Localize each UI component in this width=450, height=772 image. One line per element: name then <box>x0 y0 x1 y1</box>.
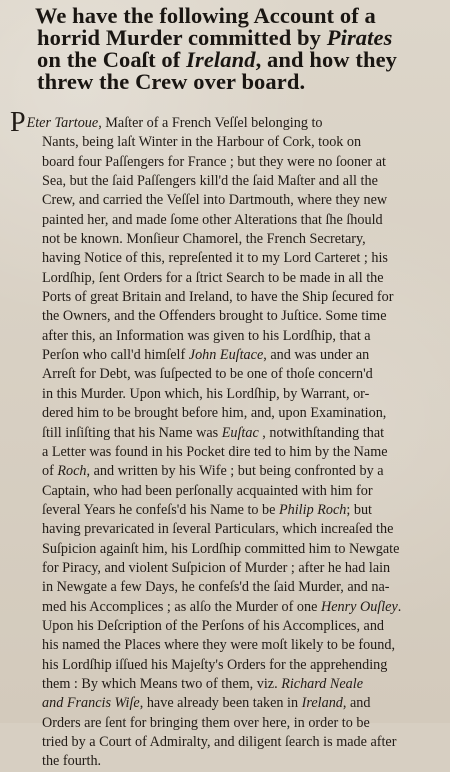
article-italic-text: Philip Roch <box>278 501 347 518</box>
article-line: painted her, and made ſome other Alterations that ſhe ſhould <box>42 211 383 228</box>
article-line <box>10 346 436 365</box>
article-line <box>10 107 436 138</box>
article-line: Captain, who had been perſonally acquainted with him for <box>42 482 373 499</box>
article-line: tried by a Court of Admiralty, and diligent ſearch is made after <box>42 734 397 750</box>
headline-text: on the Coaſt of <box>37 47 181 72</box>
headline-text: , and how they <box>255 47 398 72</box>
article-text: them : By which Means two of them, viz. <box>42 675 278 692</box>
article-body <box>10 107 436 772</box>
article-italic-text: and Francis Wiſe <box>42 695 140 712</box>
article-line <box>10 694 436 713</box>
article-line: for Piracy, and violent Suſpicion of Murder ; after he had lain <box>42 559 391 576</box>
article-text: of <box>42 463 54 480</box>
article-text: med his Accomplices ; as alſo the Murder of one <box>42 598 318 615</box>
article-line <box>10 598 436 617</box>
article-text: . <box>397 598 402 615</box>
article-line: Nants, being laſt Winter in the Harbour of Cork, took on <box>42 134 362 151</box>
article-line: Orders are ſent for bringing them over here, in order to be <box>42 714 370 731</box>
article-line: in this Murder. Upon which, his Lordſhip, by Warrant, or- <box>42 385 370 402</box>
article-line: in Newgate a few Days, he confeſs'd the ſaid Murder, and na- <box>42 579 390 596</box>
headline-line: threw the Crew over board. <box>37 69 306 94</box>
article-text: Perſon who call'd himſelf <box>42 347 186 364</box>
article-line: Ports of great Britain and Ireland, to have the Ship ſecured for <box>42 289 394 306</box>
article-text: ſeveral Years he confeſs'd his Name to be <box>42 501 276 518</box>
article-line: having Notice of this, repreſented it to my Lord Carteret ; his <box>42 250 388 267</box>
article-line: Suſpicion againſt him, his Lordſhip committed him to Newgate <box>42 540 400 557</box>
article-text: , and written by his Wife ; but being confronted by a <box>86 463 384 480</box>
article-line: his named the Places where they were moſt likely to be found, <box>42 637 396 654</box>
article-line: after this, an Information was given to his Lordſhip, that a <box>42 327 371 344</box>
article-italic-text: John Euſtace <box>188 347 264 364</box>
article-line: Lordſhip, ſent Orders for a ſtrict Search to be made in all the <box>42 269 384 286</box>
headline-line <box>10 49 436 71</box>
headline <box>10 5 436 93</box>
article-line: Upon his Deſcription of the Perſons of his Accomplices, and <box>42 617 385 634</box>
article-text: , and <box>342 695 371 712</box>
article-line <box>10 424 436 443</box>
headline-text: horrid Murder committed by <box>37 25 322 50</box>
article-italic-text: Roch <box>57 463 87 480</box>
article-text: , and was under an <box>263 347 370 364</box>
article-line: having prevaricated in ſeveral Particulars, which increaſed the <box>42 521 394 538</box>
article-italic-text: Henry Ouſley <box>320 598 398 615</box>
article-line: Arreſt for Debt, was ſuſpected to be one of thoſe concern'd <box>42 366 373 383</box>
article-line: Sea, but the ſaid Paſſengers kill'd the ſaid Maſter and all the <box>42 173 378 190</box>
drop-cap: P <box>10 107 26 138</box>
article-line <box>10 675 436 694</box>
article-line: his Lordſhip iſſued his Majeſty's Orders for the apprehending <box>42 656 388 673</box>
headline-italic-text: Pirates <box>326 25 393 50</box>
article-line: the Owners, and the Offenders brought to Juſtice. Some time <box>42 308 387 325</box>
article-line: the fourth. <box>42 753 102 770</box>
article-line <box>10 501 436 520</box>
article-text: , notwithſtanding that <box>262 424 385 441</box>
headline-italic-text: Ireland <box>186 47 256 72</box>
article-text: ſtill inſiſting that his Name was <box>42 424 219 441</box>
article-text: ; but <box>346 501 372 518</box>
article-line: not be known. Monſieur Chamorel, the French Secretary, <box>42 231 366 248</box>
article-text: Eter Tartoue <box>26 115 99 131</box>
article-line: a Letter was found in his Pocket dire ted to him by the Name <box>42 443 388 460</box>
article-line: dered him to be brought before him, and, upon Examination, <box>42 405 387 422</box>
article-text: , have already been taken in <box>139 695 299 712</box>
article-italic-text: Ireland <box>301 695 343 712</box>
article-italic-text: Euſtac <box>221 424 259 441</box>
article-line <box>10 462 436 481</box>
article-text: , Maſter of a French Veſſel belonging to <box>98 115 323 131</box>
headline-line: We have the following Account of a <box>35 3 376 28</box>
article-line: Crew, and carried the Veſſel into Dartmouth, where they new <box>42 192 388 209</box>
headline-line <box>10 27 436 49</box>
article-line: board four Paſſengers for France ; but they were no ſooner at <box>42 153 386 170</box>
article-italic-text: Richard Neale <box>281 675 364 692</box>
